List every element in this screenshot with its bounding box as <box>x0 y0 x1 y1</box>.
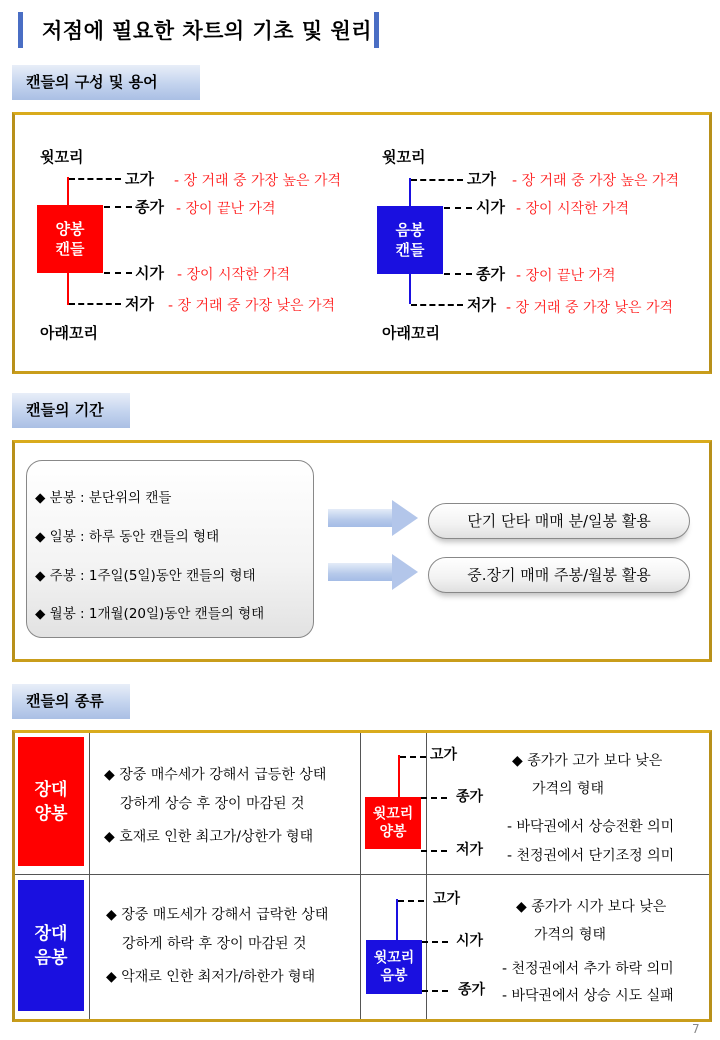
type-description: 강하게 상승 후 장이 마감된 것 <box>120 796 305 812</box>
term-description: - 장 거래 중 가장 낮은 가격 <box>506 300 673 316</box>
lower-wick-label: 아래꼬리 <box>382 324 440 342</box>
page-title: 저점에 필요한 차트의 기초 및 원리 <box>42 19 373 43</box>
type-note: - 천정권에서 단기조정 의미 <box>507 848 675 864</box>
lower-wick <box>67 273 69 305</box>
type-label-line1: 장대 <box>34 923 68 944</box>
usage-long-term: 중.장기 매매 주봉/월봉 활용 <box>428 557 690 593</box>
term-description: - 장이 끝난 가격 <box>516 268 616 284</box>
leader-line <box>411 179 463 181</box>
type-label-line2: 양봉 <box>34 803 68 824</box>
right-arrow-icon <box>328 554 418 590</box>
candle-label-line2: 캔들 <box>55 240 85 258</box>
type-note: - 바닥권에서 상승전환 의미 <box>507 819 675 835</box>
type-note: 가격의 형태 <box>534 927 607 943</box>
candle-label-line2: 캔들 <box>395 241 425 259</box>
long-bullish-block <box>18 737 84 866</box>
mini-candle-label-line2: 양봉 <box>379 824 407 840</box>
mini-term: 고가 <box>430 747 458 763</box>
table-divider <box>426 733 427 1019</box>
mini-upper-wick <box>398 755 400 799</box>
type-label-line2: 음봉 <box>34 947 68 968</box>
period-item-minute: ◆ 분봉 : 분단위의 캔들 <box>35 490 172 506</box>
term-description: - 장 거래 중 가장 낮은 가격 <box>168 298 335 314</box>
section-header-period: 캔들의 기간 <box>12 393 130 428</box>
lower-wick <box>409 274 411 304</box>
mini-candle-label-line1: 윗꼬리 <box>373 950 415 966</box>
term: 저가 <box>467 296 496 314</box>
long-bearish-block <box>18 880 84 1011</box>
lower-wick-label: 아래꼬리 <box>40 324 98 342</box>
type-description: ◆ 악재로 인한 최저가/하한가 형태 <box>106 969 316 985</box>
term-description: - 장이 시작한 가격 <box>516 201 630 217</box>
term-description: - 장이 끝난 가격 <box>176 201 276 217</box>
leader-line <box>422 941 448 943</box>
term: 시가 <box>135 264 164 282</box>
title-right-accent <box>374 12 379 48</box>
leader-line <box>398 900 424 902</box>
composition-panel <box>12 112 712 374</box>
type-description: ◆ 장중 매도세가 강해서 급락한 상태 <box>106 907 329 923</box>
leader-line <box>422 990 448 992</box>
mini-term: 저가 <box>456 842 484 858</box>
period-item-daily: ◆ 일봉 : 하루 동안 캔들의 형태 <box>35 529 220 545</box>
leader-line <box>411 304 463 306</box>
term-description: - 장이 시작한 가격 <box>177 267 291 283</box>
mini-upper-wick <box>396 899 398 941</box>
term: 고가 <box>467 170 496 188</box>
upper-wick <box>67 177 69 207</box>
leader-line <box>69 303 121 305</box>
page-title-bar <box>18 12 380 48</box>
leader-line <box>104 206 132 208</box>
candle-label-line1: 음봉 <box>395 221 425 239</box>
mini-bearish-candle <box>366 940 422 994</box>
bullish-candle <box>37 205 103 273</box>
leader-line <box>104 272 132 274</box>
upper-wick-label: 윗꼬리 <box>382 148 426 166</box>
leader-line <box>69 178 121 180</box>
type-note: 가격의 형태 <box>532 781 605 797</box>
table-divider <box>360 733 361 1019</box>
leader-line <box>421 797 447 799</box>
type-note: - 바닥권에서 상승 시도 실패 <box>502 988 674 1004</box>
bearish-candle <box>377 206 443 274</box>
table-divider <box>89 733 90 1019</box>
term-description: - 장 거래 중 가장 높은 가격 <box>174 173 341 189</box>
mini-term: 종가 <box>458 982 486 998</box>
usage-short-term: 단기 단타 매매 분/일봉 활용 <box>428 503 690 539</box>
candle-label-line1: 양봉 <box>55 220 85 238</box>
mini-bullish-candle <box>365 797 421 849</box>
type-note: - 천정권에서 추가 하락 의미 <box>502 961 674 977</box>
section-header-types: 캔들의 종류 <box>12 684 130 719</box>
leader-line <box>444 207 472 209</box>
term: 종가 <box>135 198 164 216</box>
type-description: ◆ 장중 매수세가 강해서 급등한 상태 <box>104 767 327 783</box>
period-list-box <box>26 460 314 638</box>
mini-candle-label-line2: 음봉 <box>380 968 408 984</box>
term: 종가 <box>476 265 505 283</box>
term: 시가 <box>476 198 505 216</box>
title-left-accent <box>18 12 23 48</box>
term-description: - 장 거래 중 가장 높은 가격 <box>512 173 679 189</box>
section-header-composition: 캔들의 구성 및 용어 <box>12 65 200 100</box>
type-description: 강하게 하락 후 장이 마감된 것 <box>122 936 307 952</box>
page-number: 7 <box>692 1022 700 1036</box>
type-note: ◆ 종가가 시가 보다 낮은 <box>516 899 667 915</box>
term: 저가 <box>125 295 154 313</box>
type-label-line1: 장대 <box>34 779 68 800</box>
mini-term: 고가 <box>433 891 461 907</box>
upper-wick-label: 윗꼬리 <box>40 148 84 166</box>
table-row-divider <box>15 874 709 875</box>
leader-line <box>400 756 426 758</box>
mini-term: 종가 <box>456 789 484 805</box>
period-item-weekly: ◆ 주봉 : 1주일(5일)동안 캔들의 형태 <box>35 568 256 584</box>
mini-candle-label-line1: 윗꼬리 <box>372 806 414 822</box>
leader-line <box>421 850 447 852</box>
mini-term: 시가 <box>456 933 484 949</box>
leader-line <box>444 273 472 275</box>
term: 고가 <box>125 170 154 188</box>
type-note: ◆ 종가가 고가 보다 낮은 <box>512 753 663 769</box>
type-description: ◆ 호재로 인한 최고가/상한가 형태 <box>104 829 314 845</box>
right-arrow-icon <box>328 500 418 536</box>
upper-wick <box>409 178 411 208</box>
period-item-monthly: ◆ 월봉 : 1개월(20일)동안 캔들의 형태 <box>35 606 265 622</box>
